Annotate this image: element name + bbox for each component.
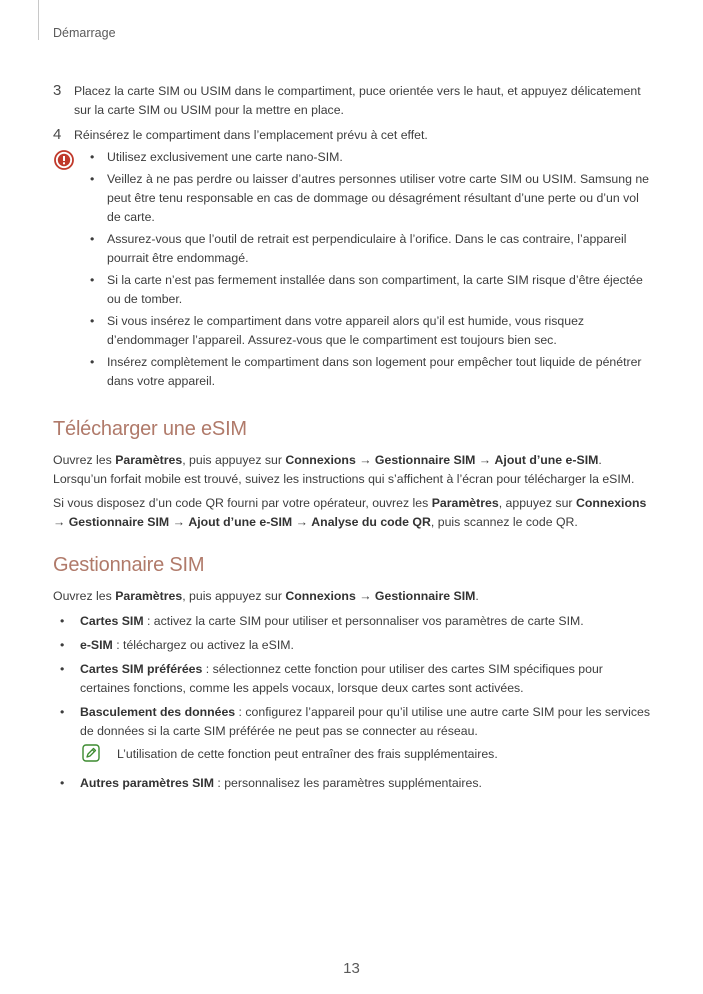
- list-item: • Basculement des données : configurez l’appareil pour qu’il utilise une autre carte SIM pour les services de données si la carte SIM préférée ne peut pas se connecter au réseau.: [53, 703, 653, 741]
- step-text: Placez la carte SIM ou USIM dans le compartiment, puce orientée vers le haut, et appuyez délicatement sur la carte SIM ou USIM pour la mettre en place.: [74, 84, 641, 117]
- step-3: [53, 82, 653, 120]
- list-item: • Cartes SIM préférées : sélectionnez cette fonction pour utiliser des cartes SIM spécifiques pour certaines fonctions, comme les appels vocaux, lorsque deux cartes sont activées.: [53, 660, 653, 698]
- list-item: • e-SIM : téléchargez ou activez la eSIM.: [53, 636, 653, 655]
- list-item: • Insérez complètement le compartiment dans son logement pour empêcher tout liquide de pénétrer dans votre appareil.: [88, 353, 653, 391]
- list-item: • Si vous insérez le compartiment dans votre appareil alors qu’il est humide, vous risquez d’endommager l’appareil. Assurez-vous que le compartiment est toujours bien sec.: [88, 312, 653, 350]
- sim-manager-intro: Ouvrez les Paramètres, puis appuyez sur Connexions → Gestionnaire SIM.: [53, 589, 479, 603]
- list-item: • Veillez à ne pas perdre ou laisser d’autres personnes utiliser votre carte SIM ou USIM. Samsung ne peut être tenu responsable en cas de dommage ou désagrément résultant d’une perte ou d’un vol de carte.: [88, 170, 653, 227]
- list-item: • Utilisez exclusivement une carte nano-SIM.: [88, 148, 653, 167]
- page-number: 13: [343, 960, 360, 977]
- step-number: 3: [53, 82, 62, 99]
- sim-manager-heading: Gestionnaire SIM: [53, 554, 205, 576]
- step-4: [53, 126, 653, 145]
- esim-heading: Télécharger une eSIM: [53, 418, 247, 440]
- list-item: • Cartes SIM : activez la carte SIM pour utiliser et personnaliser vos paramètres de carte SIM.: [53, 612, 653, 631]
- note-pencil-icon: [82, 744, 100, 762]
- warning-list: [88, 148, 653, 394]
- list-item: • Si la carte n’est pas fermement installée dans son compartiment, la carte SIM risque d’être éjectée ou de tomber.: [88, 271, 653, 309]
- step-text: Réinsérez le compartiment dans l’emplacement prévu à cet effet.: [74, 128, 428, 142]
- esim-paragraph-1: Ouvrez les Paramètres, puis appuyez sur Connexions → Gestionnaire SIM → Ajout d’une e-SIM. Lorsqu’un forfait mobile est trouvé, suivez les instructions qui s’affichent à l’écran pour télécharger la eSIM.: [53, 453, 635, 486]
- note-text: L’utilisation de cette fonction peut entraîner des frais supplémentaires.: [117, 747, 498, 761]
- sim-manager-list-last: [53, 774, 653, 793]
- margin-rule: [38, 0, 39, 40]
- step-number: 4: [53, 126, 62, 143]
- sim-manager-list: [53, 612, 653, 741]
- list-item: • Autres paramètres SIM : personnalisez les paramètres supplémentaires.: [53, 774, 653, 793]
- section-label: Démarrage: [53, 26, 116, 40]
- exclamation-circle-icon: [54, 150, 74, 170]
- list-item: • Assurez-vous que l’outil de retrait est perpendiculaire à l’orifice. Dans le cas contraire, l’appareil pourrait être endommagé.: [88, 230, 653, 268]
- esim-paragraph-2: Si vous disposez d’un code QR fourni par votre opérateur, ouvrez les Paramètres, appuyez sur Connexions → Gestionnaire SIM → Ajout d’une e-SIM → Analyse du code QR, puis scannez le code QR.: [53, 496, 647, 529]
